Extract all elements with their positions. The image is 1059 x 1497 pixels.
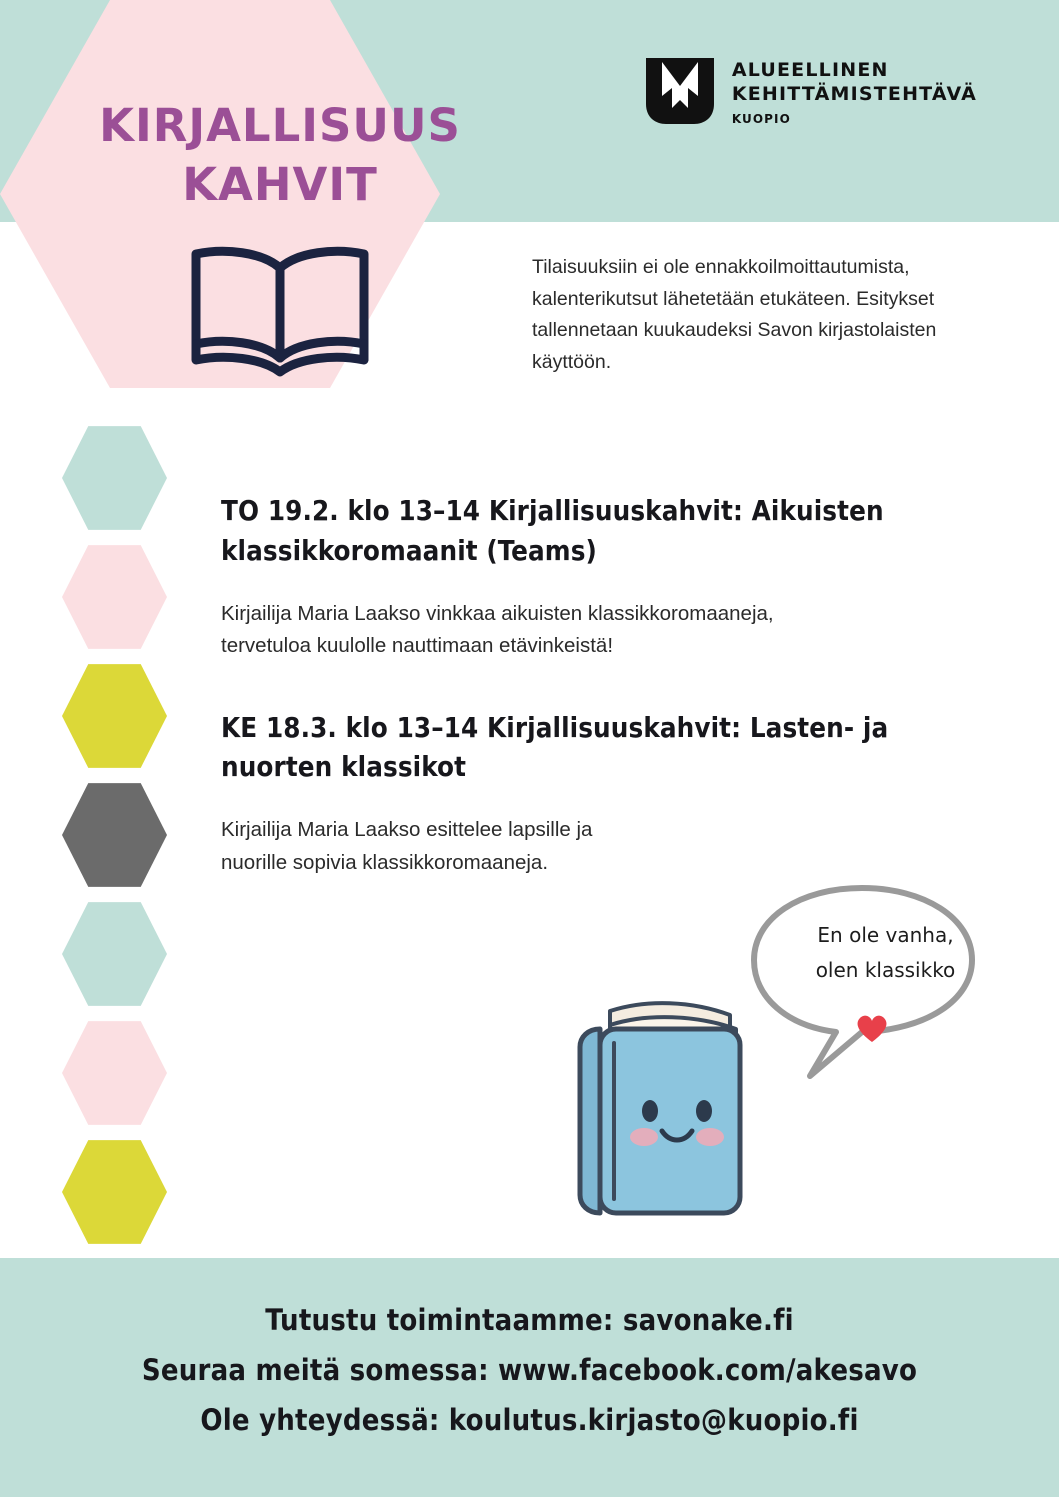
event-list: [221, 492, 951, 925]
event-description: Kirjailija Maria Laakso vinkkaa aikuisten klassikkoromaaneja, tervetuloa kuulolle nauttimaan etävinkeistä!: [221, 601, 774, 658]
title-line-1: KIRJALLISUUS: [99, 99, 461, 152]
intro-paragraph: Tilaisuuksiin ei ole ennakkoilmoittautumista, kalenterikutsut lähetetään etukäteen. Esitykset tallennetaan kuukaudeksi Savon kirjastolaisten käyttöön.: [532, 256, 937, 373]
decor-hexagon: [62, 781, 167, 889]
event-item: [221, 709, 951, 880]
decor-hexagon: [62, 543, 167, 651]
logo-line-2: KEHITTÄMISTEHTÄVÄ: [731, 83, 977, 106]
speech-bubble-text: [778, 918, 993, 988]
decor-hexagon: [62, 662, 167, 770]
decor-hexagon: [62, 424, 167, 532]
footer-website[interactable]: Tutustu toimintaamme: savonake.fi: [265, 1303, 794, 1337]
decor-hexagon: [62, 1138, 167, 1246]
page-title: [60, 96, 500, 215]
event-heading: KE 18.3. klo 13–14 Kirjallisuuskahvit: Lasten- ja nuorten klassikot: [221, 711, 889, 784]
decor-hexagon: [62, 1019, 167, 1127]
speech-line-1: En ole vanha,: [817, 923, 954, 947]
organization-logo: [642, 52, 977, 128]
book-mascot-illustration: [552, 985, 762, 1230]
title-line-2: KAHVIT: [182, 158, 378, 212]
event-description: Kirjailija Maria Laakso esittelee lapsille ja nuorille sopivia klassikkoromaaneja.: [221, 818, 593, 874]
event-item: [221, 492, 951, 663]
logo-line-1: ALUEELLINEN: [731, 59, 889, 81]
heart-icon: [855, 1012, 889, 1044]
speech-line-2: olen klassikko: [815, 958, 956, 982]
m-logo-icon: [642, 52, 718, 128]
event-heading: TO 19.2. klo 13–14 Kirjallisuuskahvit: Aikuisten klassikkoromaanit (Teams): [221, 495, 884, 567]
open-book-icon: [170, 232, 390, 382]
footer: [0, 1296, 1059, 1446]
logo-line-3: KUOPIO: [731, 111, 791, 126]
footer-facebook[interactable]: Seuraa meitä somessa: www.facebook.com/akesavo: [141, 1352, 918, 1387]
footer-email[interactable]: Ole yhteydessä: koulutus.kirjasto@kuopio.fi: [200, 1402, 859, 1437]
decor-hexagon: [62, 900, 167, 1008]
